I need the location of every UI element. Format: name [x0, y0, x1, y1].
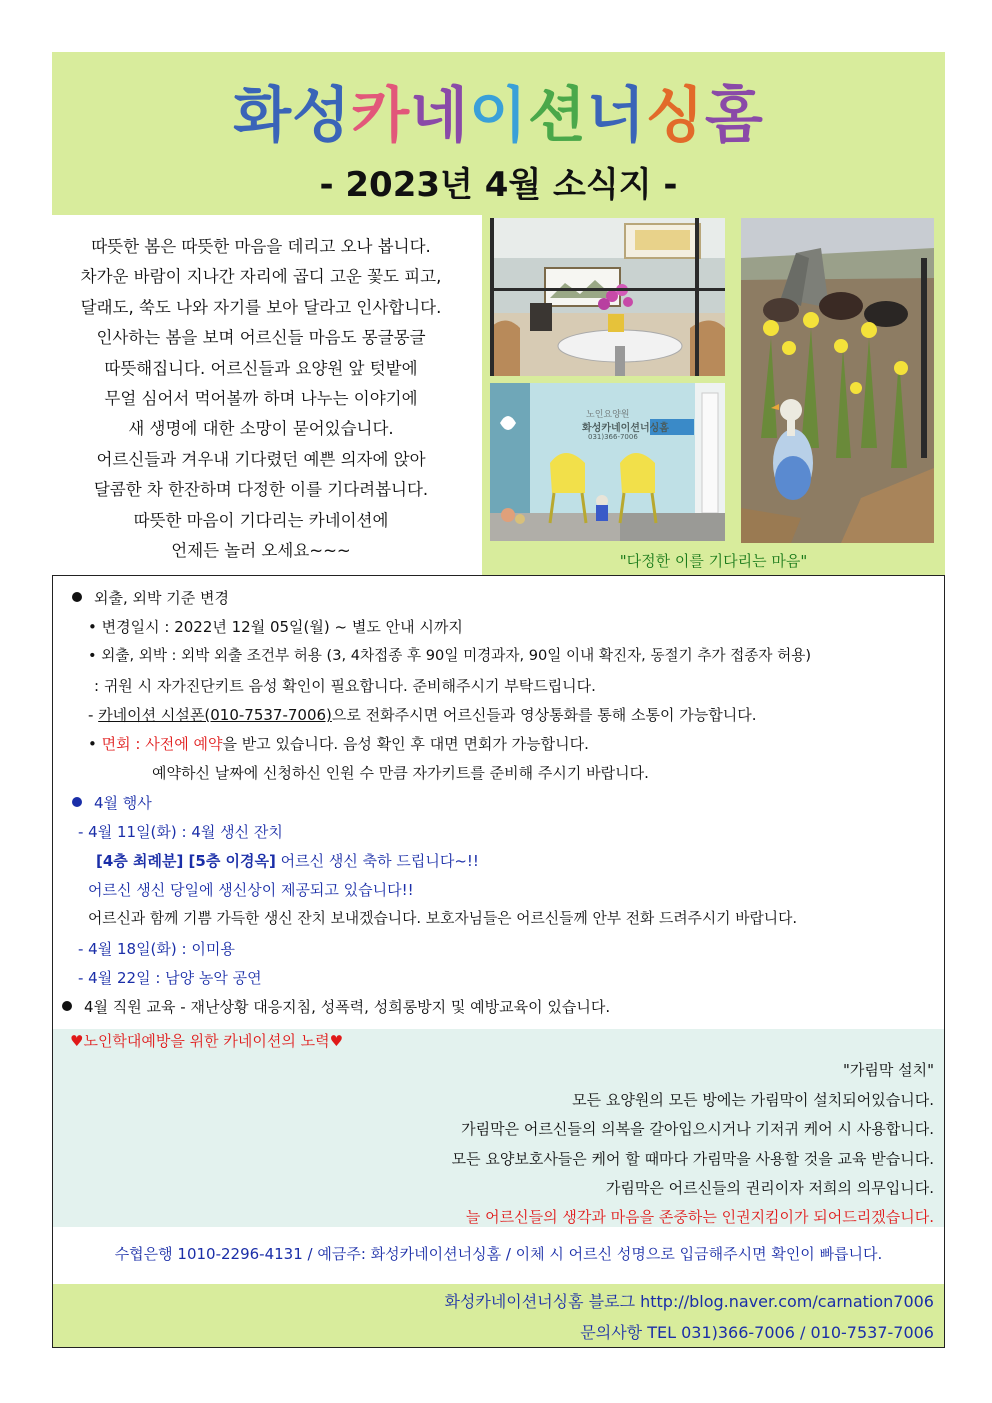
title-part: 카	[351, 81, 411, 151]
page-title	[52, 80, 945, 152]
bullet-icon	[62, 1001, 72, 1011]
title-part: 네	[410, 81, 469, 151]
photo-entrance-chairs	[490, 383, 725, 541]
event-birthday-line: - 4월 11일(화) : 4월 생신 잔치	[78, 823, 283, 841]
title-part: 션	[527, 81, 587, 151]
title-part: 싱	[645, 81, 705, 151]
garden-illustration	[741, 218, 934, 543]
facility-phone-link[interactable]: 카네이션 시설폰(010-7537-7006)	[98, 706, 332, 724]
birthday-names: [4층 최례분] [5층 이경옥]	[96, 852, 276, 870]
blog-line[interactable]: 화성카네이션너싱홈 블로그 http://blog.naver.com/carnation7006	[444, 1292, 934, 1311]
intro-line: 인사하는 봄을 보며 어르신들 마음도 몽글몽글	[96, 328, 426, 348]
line-text: 어르신 생신 축하 드립니다~!!	[275, 852, 479, 870]
dot-icon: •	[88, 735, 97, 753]
birthday-guardian-line: 어르신과 함께 기쁨 가득한 생신 잔치 보내겠습니다. 보호자님들은 어르신들께 안부 전화 드려주시기 바랍니다.	[88, 910, 798, 927]
newsletter-subtitle: - 2023년 4월 소식지 -	[319, 165, 678, 205]
header-banner	[52, 52, 945, 215]
visit-reservation-line	[88, 734, 589, 754]
line-text: 을 받고 있습니다. 음성 확인 후 대면 면회가 가능합니다.	[222, 735, 589, 753]
intro-line: 새 생명에 대한 소망이 묻어있습니다.	[128, 419, 394, 439]
dot-icon: •	[88, 647, 97, 664]
section-outing-title	[72, 588, 229, 608]
video-call-line	[88, 705, 757, 725]
title-part: 홈	[704, 81, 764, 151]
intro-line: 달콤한 차 한잔하며 다정한 이를 기다려봅니다.	[93, 480, 429, 500]
highlight-text: 면회 : 사전에 예약	[101, 735, 223, 753]
outing-kit-line: : 귀원 시 자가진단키트 음성 확인이 필요합니다. 준비해주시기 부탁드립니다.	[94, 677, 596, 695]
contact-line: 문의사항 TEL 031)366-7006 / 010-7537-7006	[580, 1323, 934, 1342]
title-part: 화성	[233, 81, 352, 151]
line-text: 외출, 외박 : 외박 외출 조건부 허용 (3, 4차접종 후 90일 미경과자, 90일 이내 확진자, 동절기 추가 접종자 허용)	[101, 647, 812, 664]
abuse-closing-line: 늘 어르신들의 생각과 마음을 존중하는 인권지킴이가 되어드리겠습니다.	[465, 1208, 934, 1226]
intro-line: 언제든 놀러 오세요~~~	[171, 541, 351, 561]
abuse-line: 가림막은 어르신들의 권리이자 저희의 의무입니다.	[605, 1179, 934, 1197]
abuse-line: 가림막은 어르신들의 의복을 갈아입으시거나 기저귀 케어 시 사용합니다.	[461, 1120, 934, 1138]
line-prefix: -	[88, 706, 99, 724]
line-text: 으로 전화주시면 어르신들과 영상통화를 통해 소통이 가능합니다.	[331, 706, 757, 724]
heart-icon: ♥	[70, 1032, 84, 1050]
dot-icon: •	[88, 618, 97, 636]
visit-kit-line: 예약하신 날짜에 신청하신 인원 수 만큼 자가키트를 준비해 주시기 바랍니다.	[152, 764, 649, 782]
line-text: 변경일시 : 2022년 12월 05일(월) ~ 별도 안내 시까지	[101, 618, 463, 636]
abuse-title-line	[70, 1031, 343, 1051]
birthday-names-line	[96, 851, 479, 871]
intro-line: 무얼 심어서 먹어볼까 하며 나누는 이야기에	[104, 389, 418, 409]
intro-line: 따뜻해집니다. 어르신들과 요양원 앞 텃밭에	[104, 358, 418, 378]
abuse-line: 모든 요양원의 모든 방에는 가림막이 설치되어있습니다.	[572, 1091, 934, 1109]
sign-main-text: 화성카네이션너싱홈	[582, 423, 669, 434]
abuse-title: 노인학대예방을 위한 카네이션의 노력	[83, 1032, 330, 1050]
heart-icon: ♥	[329, 1032, 344, 1050]
section-events-title	[72, 793, 152, 813]
section-title-text: 4월 행사	[94, 794, 152, 812]
title-part: 이	[469, 81, 528, 151]
intro-line: 따뜻한 봄은 따뜻한 마음을 데리고 오나 봅니다.	[91, 237, 431, 256]
outing-rule-line	[88, 646, 811, 666]
sign-sub-text: 노인요양원	[586, 410, 630, 420]
intro-line: 달래도, 쑥도 나와 자기를 보아 달라고 인사합니다.	[80, 297, 442, 317]
outing-date-line	[88, 617, 463, 637]
event-nongak-line: - 4월 22일 : 남양 농악 공연	[78, 969, 262, 987]
intro-line: 어르신들과 겨우내 기다렸던 예쁜 의자에 앉아	[96, 449, 426, 469]
title-part: 너	[586, 81, 646, 151]
photo-garden-daffodils	[741, 218, 934, 543]
sign-phone-text: 031)366-7006	[588, 433, 638, 441]
bank-account-line: 수협은행 1010-2296-4131 / 예금주: 화성카네이션너싱홈 / 이체 시 어르신 성명으로 입금해주시면 확인이 빠릅니다.	[114, 1245, 883, 1263]
event-haircut-line: - 4월 18일(화) : 이미용	[78, 940, 235, 958]
bullet-icon	[72, 797, 82, 807]
abuse-line: 모든 요양보호사들은 케어 할 때마다 가림막을 사용할 것을 교육 받습니다.	[451, 1150, 934, 1168]
photo-lounge-orchid	[490, 218, 725, 376]
line-text: 4월 직원 교육 - 재난상황 대응지침, 성폭력, 성희롱방지 및 예방교육이 있습니다.	[84, 998, 611, 1016]
abuse-heading: "가림막 설치"	[842, 1061, 934, 1079]
section-title-text: 외출, 외박 기준 변경	[94, 589, 229, 607]
intro-line: 따뜻한 마음이 기다리는 카네이션에	[133, 510, 389, 530]
section-staff-training	[62, 997, 610, 1017]
bullet-icon	[72, 592, 82, 602]
photo-caption: "다정한 이를 기다리는 마음"	[619, 552, 808, 570]
intro-message	[52, 232, 470, 566]
intro-line: 차가운 바람이 지나간 자리에 곱디 고운 꽃도 피고,	[80, 267, 442, 287]
lounge-illustration	[490, 218, 725, 376]
birthday-table-line: 어르신 생신 당일에 생신상이 제공되고 있습니다!!	[88, 881, 414, 899]
